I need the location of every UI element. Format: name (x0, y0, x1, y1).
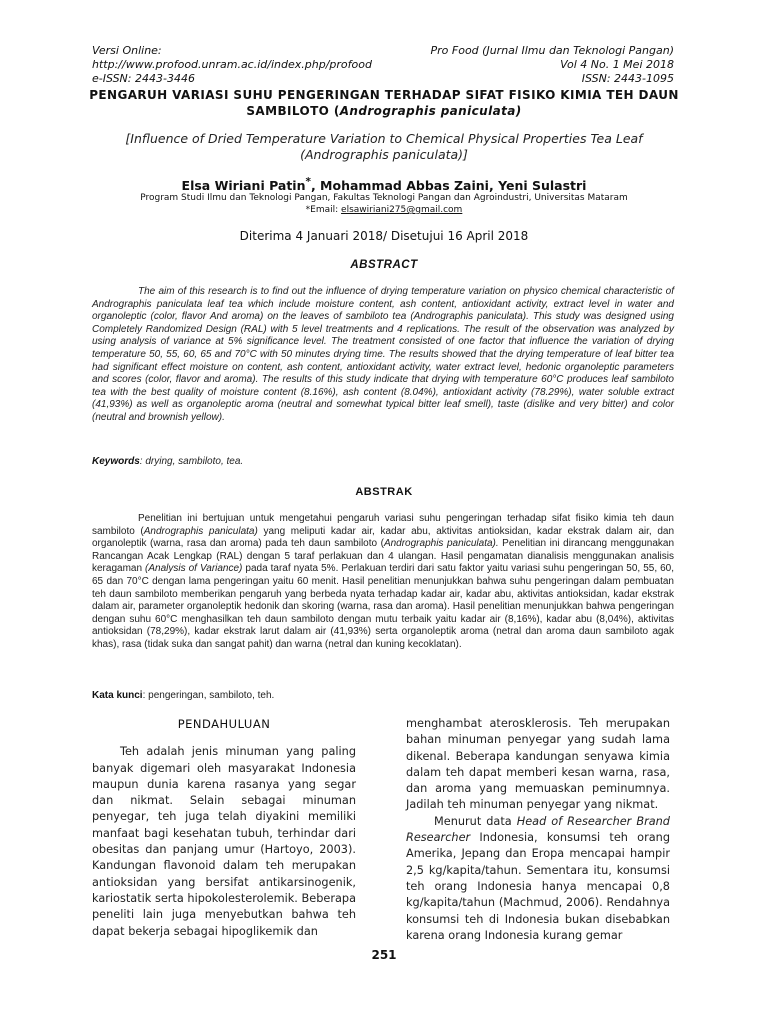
received-date: Diterima 4 Januari 2018/ Disetujui 16 April 2018 (239, 229, 529, 243)
abstrak-body (92, 513, 674, 652)
kata-kunci-label: Kata kunci (92, 690, 143, 701)
abstrak-text-2: yang meliputi kadar air, kadar abu, aktivitas antioksidan, kadar ekstrak dalam air, dan organoleptik (warna, rasa dan aroma) pada teh daun sambiloto ( (92, 525, 675, 550)
author-mark: * (305, 176, 311, 188)
paper-title (80, 87, 688, 119)
paper-subtitle: [Influence of Dried Temperature Variation to Chemical Physical Properties Tea Leaf (Andrographis paniculata)] (125, 131, 643, 162)
intro-right-continuation: menghambat aterosklerosis. Teh merupakan bahan minuman penyegar yang sudah lama dikenal. Beberapa kandungan senyawa kimia dalam teh dapat memberi kesan warna, rasa, dan aroma yang memuaskan peminumnya. Jadilah teh minuman penyegar yang nikmat. (406, 717, 670, 812)
header-journal-name: Pro Food (Jurnal Ilmu dan Teknologi Pangan) (430, 44, 674, 57)
header-row-1 (92, 44, 674, 57)
keywords-label: Keywords (92, 456, 140, 467)
intro-left-column (92, 716, 356, 940)
keywords (92, 456, 674, 467)
author-rest: , Mohammad Abbas Zaini, Yeni Sulastri (310, 178, 587, 194)
intro-heading: PENDAHULUAN (177, 717, 271, 731)
email-label: *Email: (305, 205, 342, 215)
intro-right-paragraph (406, 814, 670, 944)
author-list (80, 176, 688, 193)
email-line (80, 204, 688, 216)
title-main: PENGARUH VARIASI SUHU PENGERINGAN TERHADAP SIFAT FISIKO KIMIA TEH DAUN SAMBILOTO ( (89, 88, 679, 118)
intro-right-text-a: Menurut data (434, 814, 517, 828)
header-url: http://www.profood.unram.ac.id/index.php/profood (92, 58, 372, 71)
abstrak-text-3: Penelitian ini dirancang menggunakan Rancangan Acak Lengkap (RAL) dengan 5 taraf perlakuan dan 4 ulangan. Hasil pengamatan dianalisis menggunakan analisis keragaman (92, 538, 675, 575)
abstract-heading: ABSTRACT (350, 259, 418, 271)
header-eissn: e-ISSN: 2443-3446 (92, 72, 195, 85)
author-first: Elsa Wiriani Patin (181, 178, 306, 194)
kata-kunci-value: : pengeringan, sambiloto, teh. (142, 690, 275, 701)
abstract-body: The aim of this research is to find out the influence of drying temperature variation on physico chemical characteristic of Andrographis paniculata leaf tea which include moisture content, ash content, antioxidant activity, extract level in water and organoleptic (color, flavor And aroma) on the leaves of sambiloto tea (Andrographis paniculata). This study was designed using Completely Randomized Design (RAL) with 5 level treatments and 4 replications. The result of the observation was analyzed by using analysis of variance at 5% significance level. The treatment consisted of one factor that influence the variation of drying temperature 50, 55, 60, 65 and 70°C with 50 minutes drying time. The results showed that the drying temperature of leaf bitter tea had significant effect moisture on content, ash content, antioxidant activity, water extract level, hedonic organoleptic parameters and scores (color, flavor and aroma). The results of this study indicate that drying with temperature 60°C produces leaf sambiloto tea with the best quality of moisture content (8.16%), ash content (8.04%), antioxidant activity (78.29%), water soluble extract (41,93%) as well as organoleptic aroma (neutral and somewhat typical bitter leaf smell), taste (dislike and very bitter) and color (neutral and brownish yellow). (92, 286, 674, 423)
abstrak-italic-2: Andrographis paniculata). (383, 538, 499, 550)
kata-kunci (92, 690, 674, 701)
header-row-2 (92, 58, 674, 71)
intro-right-italic: Head of Researcher Brand Researcher (406, 814, 670, 845)
abstrak-italic-3: (Analysis of Variance) (145, 563, 243, 575)
affiliation (80, 192, 688, 216)
header-issn: ISSN: 2443-1095 (581, 72, 674, 85)
email-link[interactable]: elsawiriani275@gmail.com (341, 205, 463, 215)
title-species: Andrographis paniculata) (339, 104, 522, 118)
abstrak-italic-1: Andrographis paniculata) (143, 525, 258, 537)
abstrak-text-1: Penelitian ini bertujuan untuk mengetahui pengaruh variasi suhu pengeringan terhadap sifat fisiko kimia teh daun sambiloto ( (92, 513, 674, 537)
header-row-3 (92, 72, 674, 85)
page-number: 251 (371, 948, 397, 962)
keywords-value: : drying, sambiloto, tea. (139, 456, 244, 467)
intro-right-column (406, 716, 670, 944)
intro-right-text-b: Indonesia, konsumsi teh orang Amerika, Jepang dan Eropa mencapai hampir 2,5 kg/kapita/tahun. Sementara itu, konsumsi teh orang Indonesia hanya mencapai 0,8 kg/kapita/tahun (Machmud, 2006). Rendahnya konsumsi teh di Indonesia bukan disebabkan karena orang Indonesia kurang gemar (406, 831, 670, 942)
intro-left-paragraph: Teh adalah jenis minuman yang paling banyak digemari oleh masyarakat Indonesia maupun dunia karena rasanya yang segar dan nikmat. Selain sebagai minuman penyegar, teh juga telah diyakini memiliki manfaat bagi kesehatan tubuh, terhindar dari obesitas dan panjang umur (Hartoyo, 2003). Kandungan flavonoid dalam teh merupakan antioksidan yang bersifat antikarsinogenik, kariostatik serta hipokolesterolemik. Beberapa peneliti lain juga menyebutkan bahwa teh dapat bekerja sebagai hipoglikemik dan (92, 745, 356, 938)
abstrak-heading: ABSTRAK (355, 486, 413, 498)
header-volume: Vol 4 No. 1 Mei 2018 (560, 58, 674, 71)
header-versi-online: Versi Online: (92, 44, 162, 57)
abstrak-text-4: pada taraf nyata 5%. Perlakuan terdiri dari satu faktor yaitu variasi suhu pengeringan 50, 55, 60, 65 dan 70°C dengan lama pengeringan yaitu 60 menit. Hasil penelitian menunjukkan bahwa suhu pengeringan dalam pembuatan teh daun sambiloto memberikan pengaruh yang berbeda nyata terhadap kadar air, kadar abu, aktivitas antioksidan, kadar ekstrak dalam air, parameter organoleptik hedonik dan skoring (warna, rasa dan aroma). Hasil penelitian menunjukkan bahwa pengeringan dengan suhu 60°C menghasilkan teh daun sambiloto dengan mutu terbaik yaitu kadar air (8,16%), kadar abu (8,04%), aktivitas antioksidan (78,29%), kadar ekstrak larut dalam air (41,93%) serta organoleptik aroma (netral dan aroma daun sambiloto agak khas), rasa (tidak suka dan sangat pahit) dan warna (netral dan kuning kecoklatan). (92, 563, 675, 650)
affiliation-line: Program Studi Ilmu dan Teknologi Pangan, Fakultas Teknologi Pangan dan Agroindustri, Universitas Mataram (140, 193, 628, 203)
